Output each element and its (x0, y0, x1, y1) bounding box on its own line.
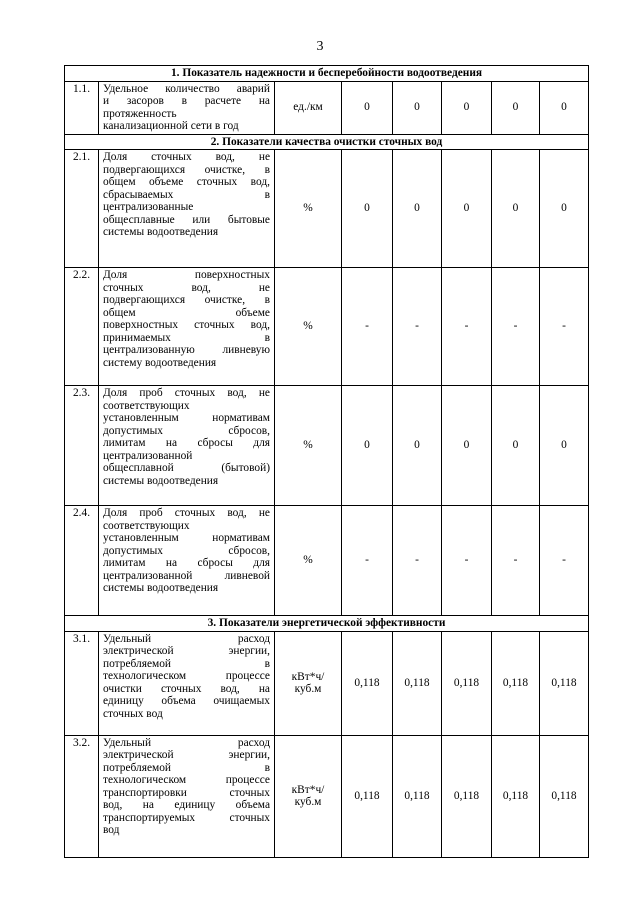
value-cell: 0 (393, 386, 442, 506)
row-unit (275, 506, 342, 616)
value-cell: 0,118 (492, 735, 540, 857)
description-line: централизованную ливневую (103, 344, 270, 356)
section-title: 2. Показатели качества очистки сточных вод (65, 134, 589, 150)
row-description (99, 81, 275, 134)
value-cell: - (442, 268, 492, 386)
row-number: 3.2. (65, 735, 99, 857)
value-cell: 0 (393, 150, 442, 268)
description-line: потребляемой в (103, 761, 270, 774)
description-line: единицу объема очищаемых (103, 695, 270, 707)
indicators-table-body (65, 66, 589, 858)
description-line: электрической энергии, (103, 749, 270, 761)
row-description (99, 150, 275, 268)
unit-line: % (303, 202, 313, 215)
description-line: централизованные (103, 201, 194, 213)
value-cell: - (393, 268, 442, 386)
description-line: протяженность (103, 107, 177, 120)
description-line: очистки сточных вод, на (103, 682, 270, 695)
description-line: системы водоотведения (103, 582, 219, 594)
value-cell: 0 (442, 81, 492, 134)
description-line: поверхностных сточных вод, (103, 319, 270, 331)
table-row (65, 631, 589, 735)
description-line: транспортируемых сточных (103, 811, 270, 824)
value-cell: 0,118 (442, 735, 492, 857)
value-cell: 0 (442, 150, 492, 268)
table-row (65, 735, 589, 857)
description-line: подвергающихся очистке, в (103, 163, 270, 176)
row-number: 2.1. (65, 150, 99, 268)
description-line: установленным нормативам (103, 412, 270, 424)
row-unit (275, 386, 342, 506)
value-cell: - (540, 506, 589, 616)
value-cell: - (540, 268, 589, 386)
row-description (99, 631, 275, 735)
description-line: подвергающихся очистке, в (103, 294, 270, 306)
description-line: сточных вод, не (103, 281, 270, 294)
table-row (65, 150, 589, 268)
value-cell: 0 (342, 386, 393, 506)
description-line: допустимых сбросов, (103, 544, 270, 557)
table-row (65, 386, 589, 506)
value-cell: 0 (342, 81, 393, 134)
row-number: 2.4. (65, 506, 99, 616)
description-line: системы водоотведения (103, 226, 219, 238)
value-cell: 0 (492, 386, 540, 506)
description-line: лимитам на сбросы для (103, 437, 270, 449)
unit-line: % (303, 439, 313, 452)
value-cell: 0,118 (393, 631, 442, 735)
section-header (65, 616, 589, 632)
value-cell: 0,118 (540, 735, 589, 857)
value-cell: - (442, 506, 492, 616)
description-line: технологическом процессе (103, 670, 270, 682)
value-cell: 0,118 (393, 735, 442, 857)
value-cell: 0 (492, 150, 540, 268)
description-line: централизованной ливневой (103, 569, 270, 582)
section-title: 1. Показатель надежности и бесперебойности водоотведения (65, 66, 589, 82)
value-cell: - (342, 506, 393, 616)
description-line: лимитам на сбросы для (103, 557, 270, 569)
value-cell: - (393, 506, 442, 616)
description-line: вод (103, 824, 120, 836)
unit-line: % (303, 554, 313, 567)
description-line: Доля проб сточных вод, не (103, 387, 270, 399)
value-cell: 0,118 (342, 735, 393, 857)
description-line: сточных вод (103, 707, 163, 720)
description-line: допустимых сбросов, (103, 424, 270, 437)
row-unit (275, 631, 342, 735)
description-line: общем объеме сточных вод, (103, 176, 270, 188)
value-cell: - (342, 268, 393, 386)
description-line: вод, на единицу объема (103, 799, 270, 811)
row-number: 3.1. (65, 631, 99, 735)
description-line: принимаемых в (103, 331, 270, 344)
section-title: 3. Показатели энергетической эффективности (65, 616, 589, 632)
unit-line: кВт*ч/ (291, 783, 325, 796)
table-row (65, 268, 589, 386)
description-line: системы водоотведения (103, 474, 219, 487)
description-line: Удельный расход (103, 736, 270, 749)
description-line: общесплавные или бытовые (103, 213, 270, 226)
description-line: технологическом процессе (103, 774, 270, 786)
value-cell: 0,118 (492, 631, 540, 735)
page-number: 3 (316, 39, 324, 54)
indicators-table (64, 65, 589, 858)
row-unit (275, 735, 342, 857)
table-row (65, 506, 589, 616)
row-number: 2.3. (65, 386, 99, 506)
value-cell: 0,118 (342, 631, 393, 735)
row-unit (275, 150, 342, 268)
value-cell: 0 (540, 150, 589, 268)
value-cell: 0 (442, 386, 492, 506)
description-line: канализационной сети в год (103, 120, 239, 132)
description-line: Удельное количество аварий (103, 82, 270, 95)
description-line: Доля проб сточных вод, не (103, 507, 270, 519)
description-line: электрической энергии, (103, 645, 270, 657)
value-cell: 0 (342, 150, 393, 268)
description-line: систему водоотведения (103, 356, 217, 369)
value-cell: 0,118 (540, 631, 589, 735)
row-unit (275, 268, 342, 386)
value-cell: 0 (492, 81, 540, 134)
value-cell: 0,118 (442, 631, 492, 735)
row-number: 2.2. (65, 268, 99, 386)
description-line: общесплавной (бытовой) (103, 462, 270, 474)
section-header (65, 66, 589, 82)
value-cell: 0 (540, 386, 589, 506)
description-line: Удельный расход (103, 632, 270, 645)
description-line: установленным нормативам (103, 532, 270, 544)
description-line: соответствующих (103, 399, 190, 412)
unit-line: куб.м (294, 796, 322, 808)
value-cell: 0 (540, 81, 589, 134)
description-line: Доля сточных вод, не (103, 151, 270, 163)
description-line: Доля поверхностных (103, 269, 270, 281)
description-line: потребляемой в (103, 657, 270, 670)
description-line: общем объеме (103, 306, 270, 319)
row-unit (275, 81, 342, 134)
table-row (65, 81, 589, 134)
unit-line: кВт*ч/ (291, 670, 325, 683)
value-cell: - (492, 268, 540, 386)
row-description (99, 506, 275, 616)
unit-line: % (303, 320, 313, 333)
value-cell: - (492, 506, 540, 616)
value-cell: 0 (393, 81, 442, 134)
section-header (65, 134, 589, 150)
row-description (99, 735, 275, 857)
description-line: и засоров в расчете на (103, 95, 270, 107)
row-number: 1.1. (65, 81, 99, 134)
unit-line: куб.м (294, 683, 322, 695)
description-line: соответствующих (103, 519, 190, 532)
description-line: централизованной (103, 449, 193, 462)
unit-line: ед./км (293, 101, 323, 114)
row-description (99, 268, 275, 386)
row-description (99, 386, 275, 506)
description-line: сбрасываемых в (103, 188, 270, 201)
description-line: транспортировки сточных (103, 786, 270, 799)
